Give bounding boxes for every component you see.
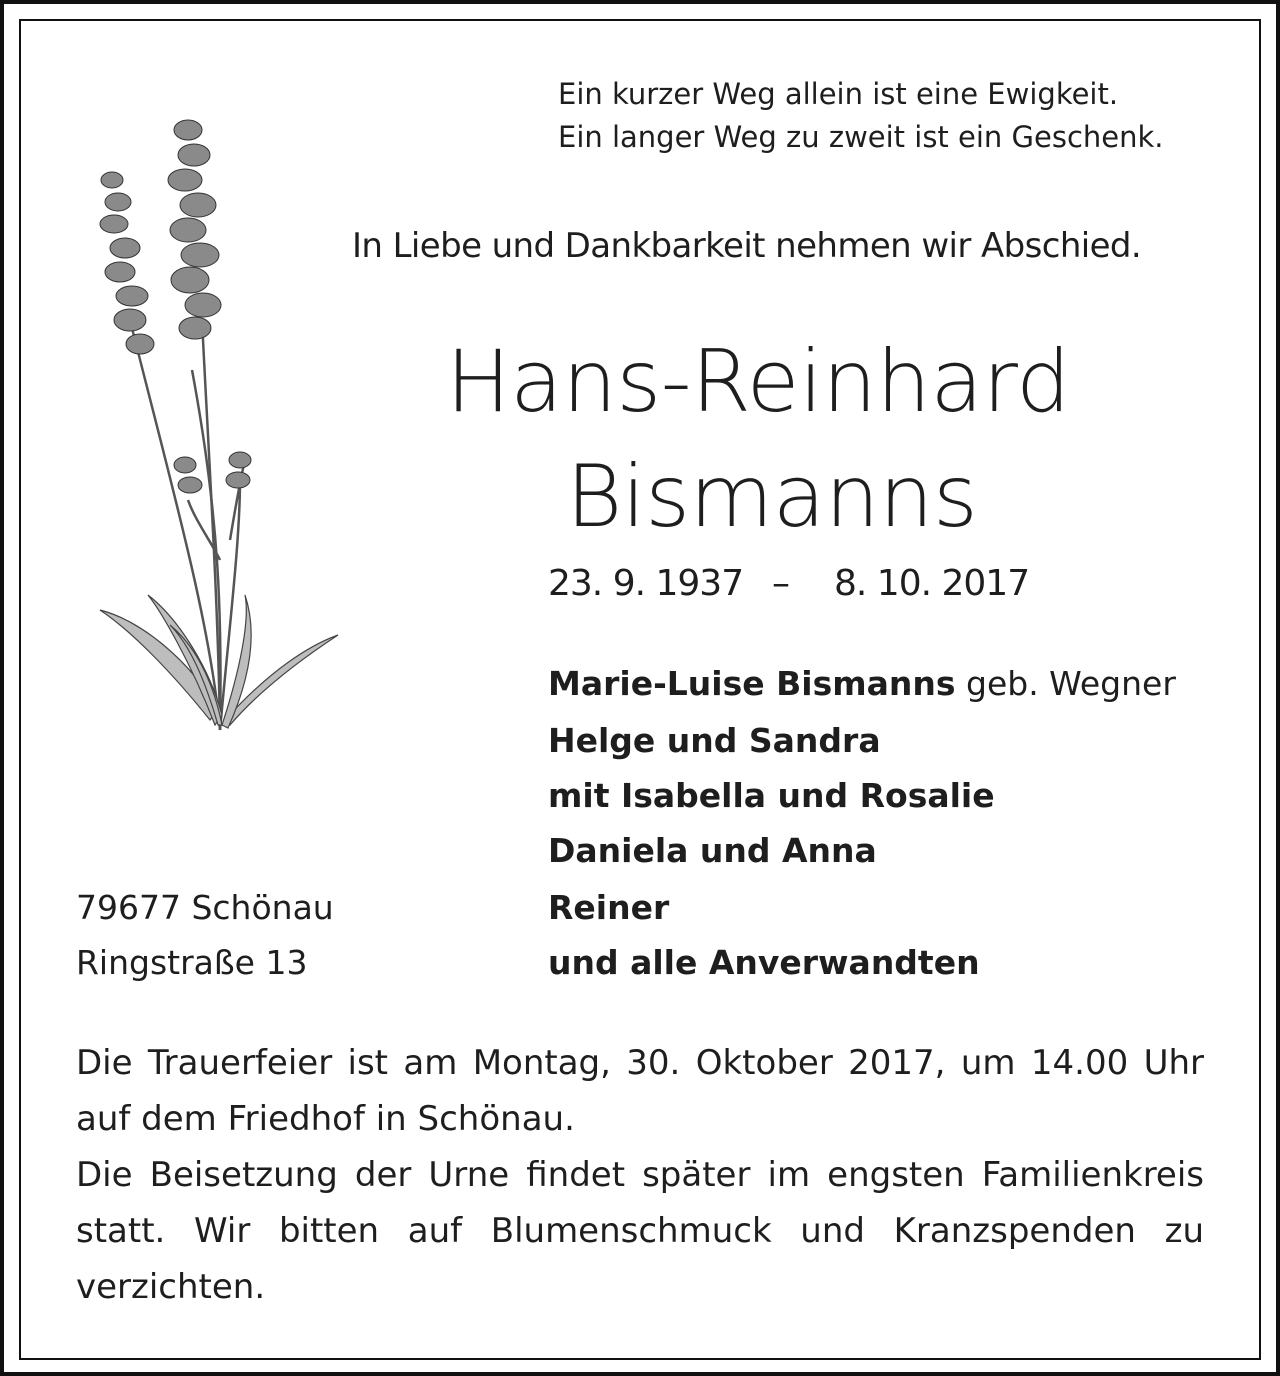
mourner-widow-maiden: geb. Wegner	[955, 664, 1176, 703]
farewell-line: In Liebe und Dankbarkeit nehmen wir Abschied.	[352, 226, 1142, 266]
mourner-line-4-text: Daniela und Anna	[548, 831, 877, 870]
death-date: 8. 10. 2017	[834, 563, 1030, 604]
mourner-line-6-text: und alle Anverwandten	[548, 943, 980, 982]
mourner-line-1	[548, 664, 1176, 704]
mourner-line-3-text: mit Isabella und Rosalie	[548, 776, 995, 815]
mourner-line-5-text: Reiner	[548, 888, 670, 927]
ceremony-paragraph-2: Die Beisetzung der Urne findet später im engsten Familienkreis statt. Wir bitten auf Blumenschmuck und Kranzspenden zu verzichten.	[76, 1155, 1204, 1307]
date-separator: –	[772, 563, 789, 604]
mourner-line-4	[548, 831, 877, 871]
mourner-line-6	[548, 943, 980, 983]
deceased-last-name: Bismanns	[566, 447, 978, 547]
deceased-first-name: Hans-Reinhard	[446, 332, 1071, 432]
mourner-line-5	[548, 888, 669, 928]
address-street: Ringstraße 13	[76, 943, 308, 982]
mourner-widow-name: Marie-Luise Bismanns	[548, 664, 956, 703]
motto-line-2: Ein langer Weg zu zweit ist ein Geschenk.	[558, 120, 1164, 154]
mourner-line-2	[548, 721, 881, 761]
motto-line-1: Ein kurzer Weg allein ist eine Ewigkeit.	[558, 77, 1119, 111]
birth-date: 23. 9. 1937	[548, 563, 744, 604]
lavender-plant-illustration	[70, 100, 360, 750]
mourner-line-2-text: Helge und Sandra	[548, 721, 881, 760]
address-city: 79677 Schönau	[76, 888, 334, 927]
ceremony-paragraph-1: Die Trauerfeier ist am Montag, 30. Oktober 2017, um 14.00 Uhr auf dem Friedhof in Schönau.	[76, 1043, 1204, 1139]
mourner-line-3	[548, 776, 995, 816]
